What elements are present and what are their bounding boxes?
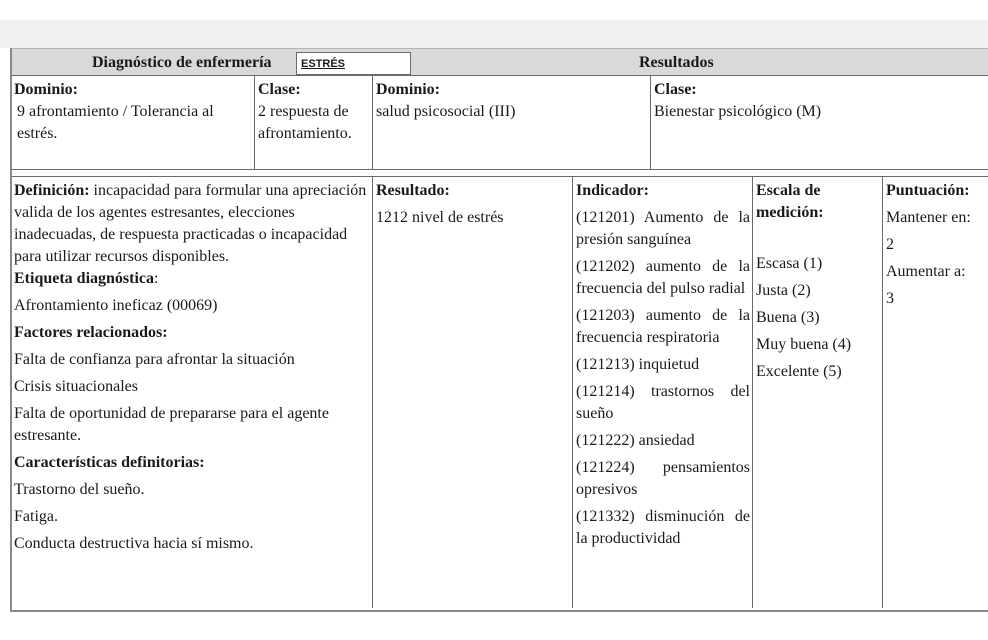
factor-item: Crisis situacionales bbox=[14, 378, 138, 395]
indicador-cell bbox=[576, 180, 750, 550]
divider bbox=[650, 76, 651, 169]
etiqueta-value: Afrontamiento ineficaz (00069) bbox=[14, 297, 218, 314]
definition-cell bbox=[14, 180, 368, 555]
resultado-cell bbox=[376, 180, 568, 229]
caracteristica-item: Conducta destructiva hacia sí mismo. bbox=[14, 535, 254, 552]
dominio-cell-1 bbox=[14, 79, 252, 145]
indicador-item: (121222) ansiedad bbox=[576, 432, 695, 449]
etiqueta-heading bbox=[14, 268, 368, 290]
dominio-label: Dominio: bbox=[14, 81, 78, 98]
puntuacion-cell bbox=[886, 180, 988, 310]
factor-item: Falta de confianza para afrontar la situación bbox=[14, 351, 295, 368]
etiqueta-colon: : bbox=[154, 270, 159, 287]
aumentar-label: Aumentar a: bbox=[886, 263, 966, 280]
diagnosis-field-value: ESTRÉS bbox=[301, 58, 346, 70]
escala-item: Justa (2) bbox=[756, 282, 811, 299]
caracteristicas-label: Características definitorias: bbox=[14, 454, 205, 471]
clase-label: Clase: bbox=[258, 81, 301, 98]
dominio-value: 9 afrontamiento / Tolerancia al estrés. bbox=[17, 103, 214, 142]
divider bbox=[882, 177, 883, 608]
factor-item: Falta de oportunidad de prepararse para el agente estresante. bbox=[14, 405, 329, 444]
nursing-diagnosis-table bbox=[10, 48, 988, 612]
mantener-value: 2 bbox=[886, 236, 894, 253]
dominio-value: salud psicosocial (III) bbox=[376, 103, 516, 120]
puntuacion-label: Puntuación: bbox=[886, 182, 970, 199]
clase-value: 2 respuesta de afrontamiento. bbox=[258, 103, 352, 142]
caracteristica-item: Fatiga. bbox=[14, 508, 58, 525]
top-margin bbox=[0, 0, 988, 20]
definition-label: Definición: bbox=[14, 182, 90, 199]
diagnosis-field[interactable] bbox=[296, 52, 411, 75]
divider bbox=[572, 177, 573, 608]
caracteristica-item: Trastorno del sueño. bbox=[14, 481, 145, 498]
indicador-item: (121224) pensamientos opresivos bbox=[576, 459, 750, 498]
dominio-label: Dominio: bbox=[376, 81, 440, 98]
page-top-band bbox=[0, 20, 988, 48]
clase-label: Clase: bbox=[654, 81, 697, 98]
resultado-value: 1212 nivel de estrés bbox=[376, 209, 504, 226]
factores-label: Factores relacionados: bbox=[14, 324, 168, 341]
mantener-label: Mantener en: bbox=[886, 209, 971, 226]
etiqueta-label: Etiqueta diagnóstica bbox=[14, 270, 155, 287]
escala-item: Escasa (1) bbox=[756, 255, 823, 272]
definition-text: incapacidad para formular una apreciación valida de los agentes estresantes, elecciones inadecuadas, de respuesta practicadas o incapacidad para utilizar recursos disponibles. bbox=[14, 182, 367, 265]
escala-item: Muy buena (4) bbox=[756, 336, 852, 353]
header-results: Resultados bbox=[639, 54, 714, 71]
indicador-item: (121213) inquietud bbox=[576, 356, 700, 373]
detail-row bbox=[12, 176, 988, 608]
indicador-item: (121202) aumento de la frecuencia del pulso radial bbox=[576, 258, 750, 297]
aumentar-value: 3 bbox=[886, 290, 894, 307]
dominio-cell-2 bbox=[376, 79, 646, 123]
definition-paragraph bbox=[14, 180, 368, 268]
clase-value: Bienestar psicológico (M) bbox=[654, 103, 822, 120]
clase-cell-2 bbox=[654, 79, 984, 123]
header-title: Diagnóstico de enfermería bbox=[92, 54, 272, 71]
clase-cell-1 bbox=[258, 79, 370, 145]
indicador-label: Indicador: bbox=[576, 182, 649, 199]
indicador-item: (121214) trastornos del sueño bbox=[576, 383, 750, 422]
divider bbox=[372, 177, 373, 608]
divider bbox=[254, 76, 255, 169]
indicador-item: (121203) aumento de la frecuencia respiratoria bbox=[576, 307, 750, 346]
indicador-item: (121332) disminución de la productividad bbox=[576, 508, 750, 547]
escala-item: Buena (3) bbox=[756, 309, 820, 326]
table-header bbox=[12, 48, 988, 76]
divider bbox=[752, 177, 753, 608]
escala-item: Excelente (5) bbox=[756, 363, 842, 380]
divider bbox=[372, 76, 373, 169]
escala-label: Escala de medición: bbox=[756, 182, 824, 221]
escala-cell bbox=[756, 180, 878, 383]
resultado-label: Resultado: bbox=[376, 182, 450, 199]
indicador-item: (121201) Aumento de la presión sanguínea bbox=[576, 209, 750, 248]
domain-class-row bbox=[12, 76, 988, 170]
